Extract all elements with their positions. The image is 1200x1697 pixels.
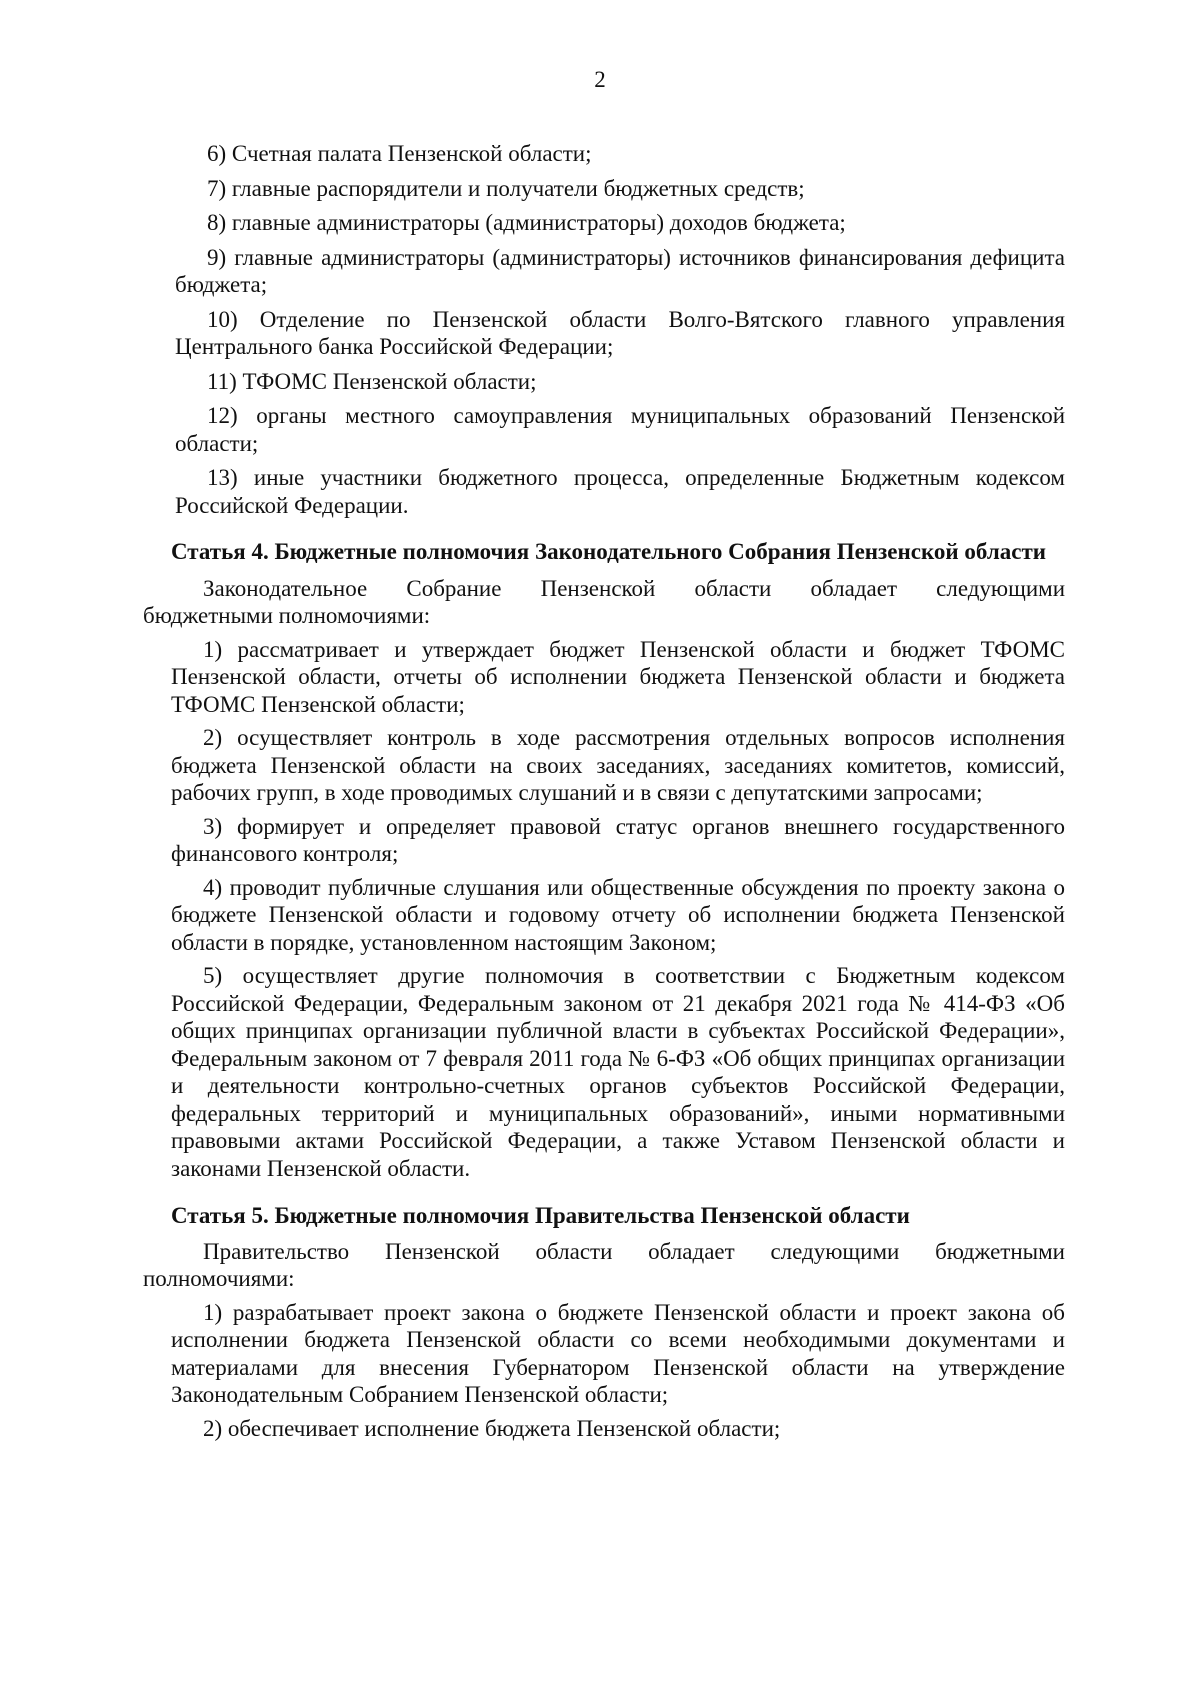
- article-4-items: [171, 636, 1065, 1183]
- list-item: 2) осуществляет контроль в ходе рассмотрения отдельных вопросов исполнения бюджета Пензенской области на своих заседаниях, заседаниях комитетов, комиссий, рабочих групп, в ходе проводимых слушаний и в связи с депутатскими запросами;: [171, 725, 1065, 805]
- article-4-heading: Статья 4. Бюджетные полномочия Законодательного Собрания Пензенской области: [171, 539, 1047, 564]
- list-item: 1) разрабатывает проект закона о бюджете Пензенской области и проект закона об исполнении бюджета Пензенской области со всеми необходимыми документами и материалами для внесения Губернатором Пензенской области на утверждение Законодательным Собранием Пензенской области;: [171, 1299, 1065, 1407]
- document-body: [143, 140, 1065, 1448]
- article-5-intro-line1: Правительство Пензенской области обладает следующими бюджетными: [203, 1238, 1065, 1264]
- list-item: 13) иные участники бюджетного процесса, определенные Бюджетным кодексом Российской Федерации.: [175, 465, 1065, 518]
- article-5-heading: Статья 5. Бюджетные полномочия Правительства Пензенской области: [171, 1203, 910, 1228]
- list-item: 3) формирует и определяет правовой статус органов внешнего государственного финансового контроля;: [171, 813, 1065, 866]
- article-4-intro-line2: бюджетными полномочиями:: [143, 603, 431, 628]
- list-item: 12) органы местного самоуправления муниципальных образований Пензенской области;: [175, 403, 1065, 456]
- article-4-intro: [143, 575, 1065, 630]
- participants-list: [175, 140, 1065, 519]
- list-item: 4) проводит публичные слушания или общественные обсуждения по проекту закона о бюджете Пензенской области и годовому отчету об исполнении бюджета Пензенской области в порядке, установленном настоящим Законом;: [171, 874, 1065, 955]
- list-item: 7) главные распорядители и получатели бюджетных средств;: [207, 175, 805, 201]
- article-5-items: [171, 1299, 1065, 1443]
- article-5-intro-line2: полномочиями:: [143, 1266, 295, 1291]
- list-item: 2) обеспечивает исполнение бюджета Пензенской области;: [203, 1415, 781, 1441]
- list-item: 6) Счетная палата Пензенской области;: [207, 141, 592, 166]
- list-item: 1) рассматривает и утверждает бюджет Пензенской области и бюджет ТФОМС Пензенской области, отчеты об исполнении бюджета Пензенской области и бюджета ТФОМС Пензенской области;: [171, 636, 1065, 717]
- list-item: 10) Отделение по Пензенской области Волго-Вятского главного управления Центрального банка Российской Федерации;: [175, 306, 1065, 359]
- page-number: 2: [594, 67, 606, 92]
- article-4-intro-line1: Законодательное Собрание Пензенской области обладает следующими: [203, 575, 1065, 601]
- article-4: [143, 538, 1065, 1182]
- list-item: 11) ТФОМС Пензенской области;: [207, 368, 537, 394]
- list-item: 5) осуществляет другие полномочия в соответствии с Бюджетным кодексом Российской Федерации, Федеральным законом от 21 декабря 2021 года № 414-ФЗ «Об общих принципах организации публичной власти в субъектах Российской Федерации», Федеральным законом от 7 февраля 2011 года № 6-ФЗ «Об общих принципах организации и деятельности контрольно-счетных органов субъектов Российской Федерации, федеральных территорий и муниципальных образований», иными нормативными правовыми актами Российской Федерации, а также Уставом Пензенской области и законами Пензенской области.: [171, 963, 1065, 1181]
- article-5-intro: [143, 1238, 1065, 1293]
- list-item: 8) главные администраторы (администраторы) доходов бюджета;: [207, 210, 846, 235]
- list-item: 9) главные администраторы (администраторы) источников финансирования дефицита бюджета;: [175, 244, 1065, 297]
- article-5: [143, 1202, 1065, 1442]
